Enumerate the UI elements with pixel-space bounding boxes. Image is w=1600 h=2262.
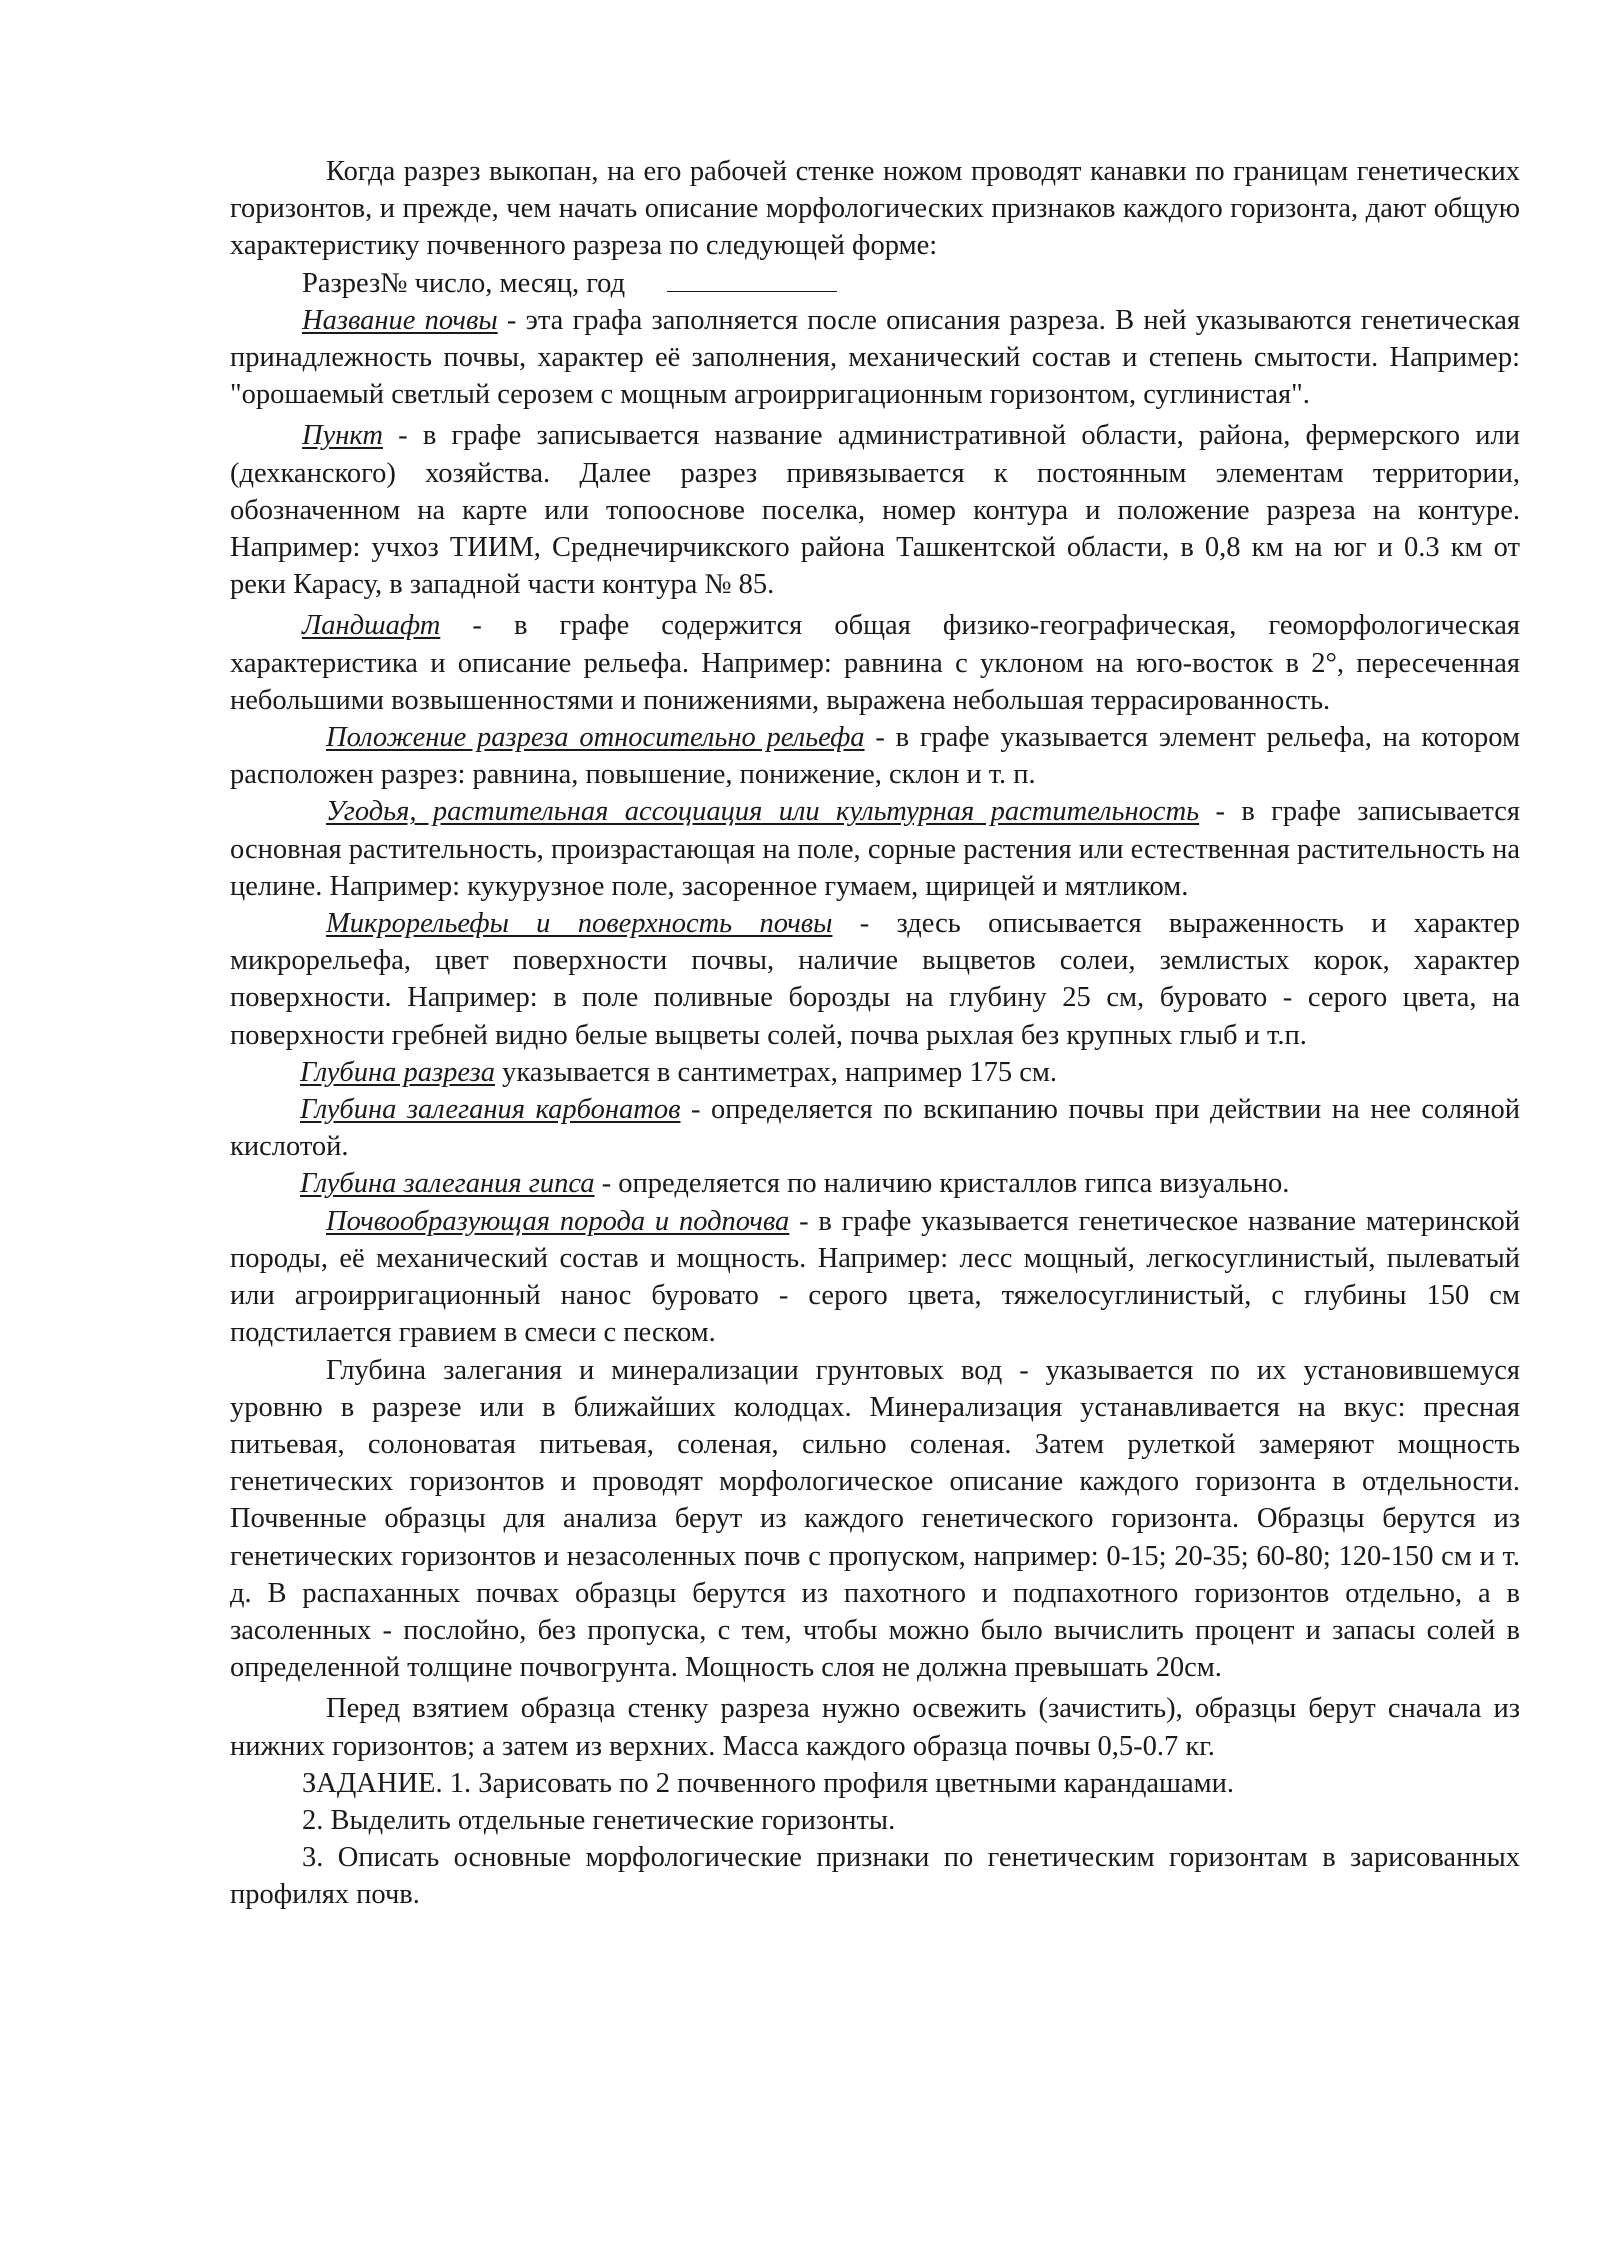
task-3: 3. Описать основные морфологические признаки по генетическим горизонтам в зарисованных профилях почв.	[230, 1842, 1520, 1911]
gypsum-depth-paragraph	[230, 1165, 1520, 1202]
relief-position-text: - в графе указывается элемент рельефа, на котором расположен разрез: равнина, повышение, понижение, склон и т. п.	[230, 722, 1520, 791]
landscape-term: Ландшафт	[302, 610, 441, 642]
carbonate-depth-term: Глубина залегания карбонатов	[300, 1094, 681, 1126]
microrelief-text: - здесь описывается выраженность и характер микрорельефа, цвет поверхности почвы, наличие выцветов солеи, землистых корок, характер поверхности. Например: в поле поливные борозды на глубину 25 см, буровато - серого цвета, на поверхности гребней видно белые выцветы солей, почва рыхлая без крупных глыб и т.п.	[230, 908, 1520, 1051]
land-use-text: - в графе записывается основная растительность, произрастающая на поле, сорные растения или естественная растительность на целине. Например: кукурузное поле, засоренное гумаем, щирицей и мятликом.	[230, 796, 1520, 902]
pit-depth-term: Глубина разреза	[300, 1056, 496, 1088]
soil-name-paragraph	[230, 302, 1520, 414]
soil-name-text: - эта графа заполняется после описания разреза. В ней указываются генетическая принадлежность почвы, характер её заполнения, механический состав и степень смытости. Например: "орошаемый светлый серозем с мощным агроирригационным горизонтом, суглинистая".	[230, 304, 1520, 411]
relief-position-paragraph	[230, 719, 1520, 793]
intro-paragraph: Когда разрез выкопан, на его рабочей стенке ножом проводят канавки по границам генетических горизонтов, и прежде, чем начать описание морфологических признаков каждого горизонта, дают общую характеристику почвенного разреза по следующей форме:	[230, 156, 1520, 262]
point-term: Пункт	[302, 420, 383, 452]
groundwater-paragraph: Глубина залегания и минерализации грунтовых вод - указывается по их установившемуся уровню в разрезе или в ближайших колодцах. Минерализация устанавливается на вкус: пресная питьевая, солоноватая питьевая, соленая, сильно соленая. Затем рулеткой замеряют мощность генетических горизонтов и проводят морфологическое описание каждого горизонта в отдельности. Почвенные образцы для анализа берут из каждого генетического горизонта. Образцы берутся из генетических горизонтов и незасоленных почв с пропуском, например: 0-15; 20-35; 60-80; 120-150 см и т. д. В распаханных почвах образцы берутся из пахотного и подпахотного горизонтов отдельно, а в засоленных - послойно, без пропуска, с тем, чтобы можно было вычислить процент и запасы солей в определенной толщине почвогрунта. Мощность слоя не должна превышать 20см.	[230, 1354, 1520, 1684]
point-text: - в графе записывается название административной области, района, фермерского или (дехканского) хозяйства. Далее разрез привязывается к постоянным элементам территории, обозначенном на карте или топооснове поселка, номер контура и положение разреза на контуре. Например: учхоз ТИИМ, Среднечирчикского района Ташкентской области, в 0,8 км на юг и 0.3 км от реки Карасу, в западной части контура № 85.	[230, 420, 1520, 601]
form-line	[230, 265, 1520, 302]
task-1: ЗАДАНИЕ. 1. Зарисовать по 2 почвенного профиля цветными карандашами.	[302, 1767, 1235, 1799]
task-2: 2. Выделить отдельные генетические горизонты.	[302, 1804, 896, 1836]
land-use-term: Угодья, растительная ассоциация или культурная растительность	[326, 796, 1200, 828]
sampling-paragraph: Перед взятием образца стенку разреза нужно освежить (зачистить), образцы берут сначала из нижних горизонтов; а затем из верхних. Масса каждого образца почвы 0,5-0.7 кг.	[230, 1693, 1520, 1762]
blank-line	[667, 267, 837, 292]
microrelief-paragraph	[230, 905, 1520, 1054]
landscape-text: - в графе содержится общая физико-географическая, геоморфологическая характеристика и описание рельефа. Например: равнина с уклоном на юго-восток в 2°, пересеченная небольшими возвышенностями и понижениями, выражена небольшая террасированность.	[230, 610, 1520, 716]
pit-depth-text: указывается в сантиметрах, например 175 см.	[495, 1056, 1058, 1088]
carbonate-depth-text: - определяется по вскипанию почвы при действии на нее соляной кислотой.	[230, 1094, 1521, 1163]
carbonate-depth-paragraph	[230, 1091, 1520, 1165]
relief-position-term: Положение разреза относительно рельефа	[326, 722, 865, 754]
parent-rock-paragraph	[230, 1203, 1520, 1352]
form-line-text: Разрез№ число, месяц, год	[302, 267, 626, 299]
parent-rock-term: Почвообразующая порода и подпочва	[326, 1205, 790, 1237]
document-body	[230, 153, 1520, 1914]
gypsum-depth-text: - определяется по наличию кристаллов гипса визуально.	[594, 1168, 1290, 1200]
gypsum-depth-term: Глубина залегания гипса	[300, 1168, 595, 1200]
pit-depth-paragraph	[230, 1054, 1520, 1091]
soil-name-term: Название почвы	[302, 304, 498, 336]
landscape-paragraph	[230, 607, 1520, 719]
point-paragraph	[230, 417, 1520, 603]
land-use-paragraph	[230, 793, 1520, 905]
microrelief-term: Микрорельефы и поверхность почвы	[326, 908, 833, 940]
parent-rock-text: - в графе указывается генетическое название материнской породы, её механический состав и мощность. Например: лесс мощный, легкосуглинистый, пылеватый или агроирригационный нанос буровато - серого цвета, тяжелосуглинистый, с глубины 150 см подстилается гравием в смеси с песком.	[230, 1205, 1520, 1349]
